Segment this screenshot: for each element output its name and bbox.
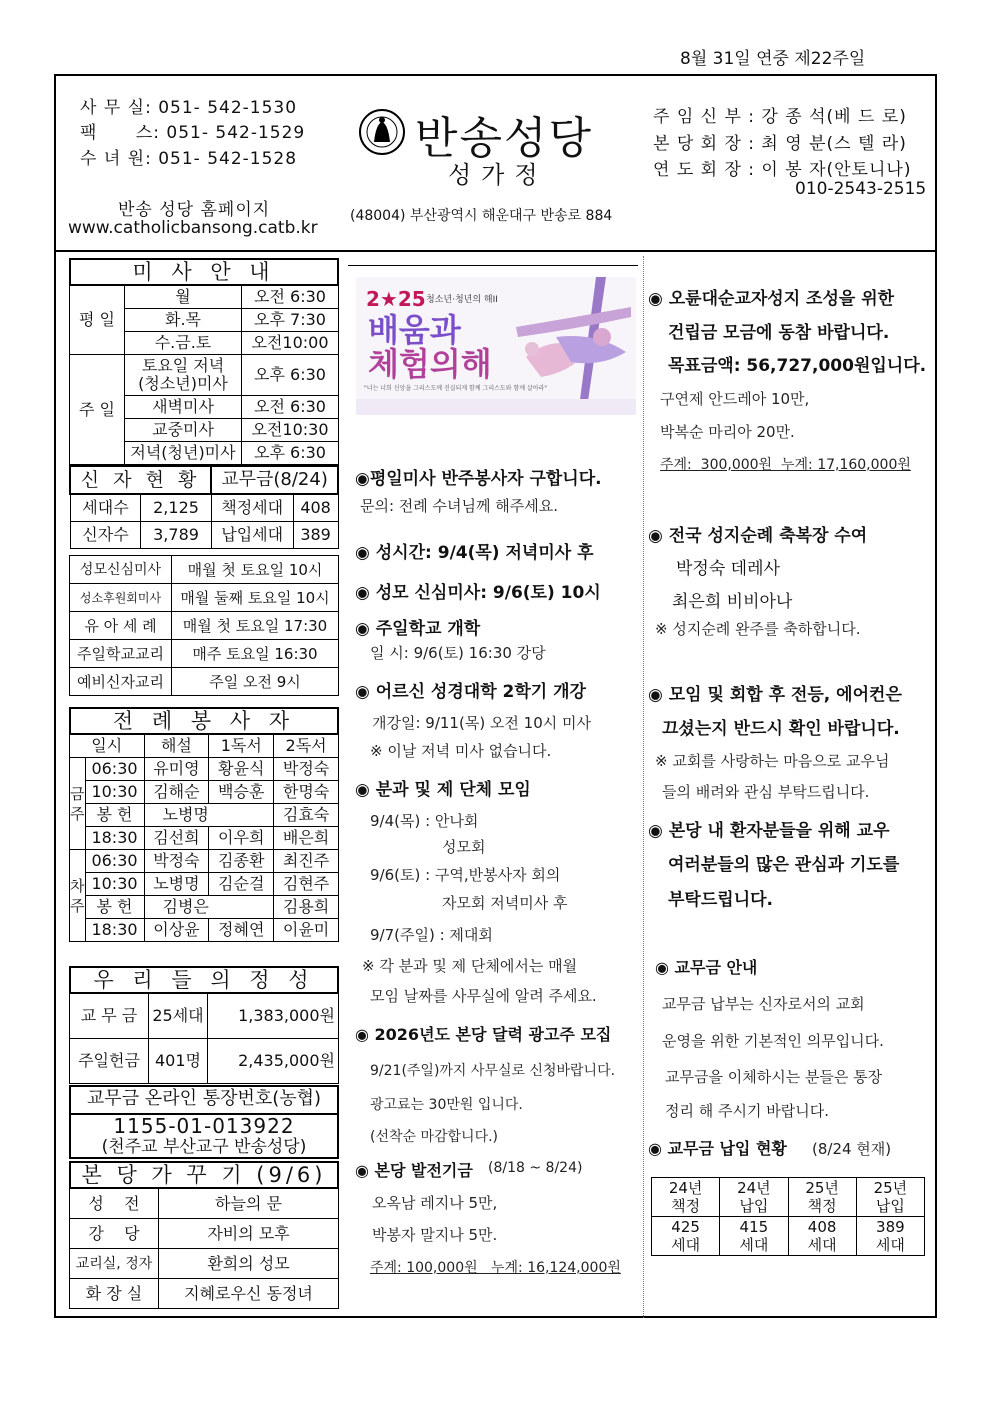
server-name: 최진주 [274, 850, 339, 873]
notice-text: 운영을 위한 기본적인 의무입니다. [662, 1032, 884, 1050]
care-group: 하늘의 문 [159, 1189, 339, 1219]
cell: 3,789 [141, 522, 211, 549]
server-time: 18:30 [85, 919, 144, 942]
parish-title: 반송성당 [415, 113, 594, 164]
dues-value: 415 세대 [720, 1217, 788, 1256]
notice-total: 주계: 300,000원 누계: 17,160,000원 [660, 457, 911, 473]
date-line: 8월 31일 연중 제22주일 [680, 49, 866, 69]
server-time: 10:30 [85, 781, 144, 804]
notice-text: 교무금을 이체하시는 분들은 통장 [665, 1068, 883, 1086]
cell: 납입세대 [211, 522, 293, 549]
schedule-value: 매월 첫 토요일 17:30 [172, 612, 339, 640]
col-header: 1독서 [209, 735, 274, 758]
offering-heading: 우 리 들 의 정 성 [69, 966, 339, 994]
notice-sunday-school: ◉ 주일학교 개학 [355, 619, 481, 639]
notice-text: ※ 교회를 사랑하는 마음으로 교우님 [655, 752, 890, 770]
dues-head: 24년 납입 [720, 1178, 788, 1217]
notice-meetings: ◉ 분과 및 제 단체 모임 [355, 780, 531, 800]
president-phone: 010-2543-2515 [795, 179, 927, 199]
schedule-label: 성소후원회미사 [70, 584, 172, 612]
notice-calendar-ads: ◉ 2026년도 본당 달력 광고주 모집 [355, 1025, 612, 1044]
cell: 408 [293, 494, 338, 522]
notice-text: 정리 해 주시기 바랍니다. [665, 1102, 829, 1120]
offering-label: 교 무 금 [70, 994, 149, 1039]
notice-text: 일 시: 9/6(토) 16:30 강당 [370, 644, 546, 662]
offering-amount: 1,383,000원 [208, 994, 339, 1039]
notice-name: 최은희 비비아나 [672, 592, 793, 612]
homepage-url[interactable]: www.catholicbansong.catb.kr [68, 218, 318, 238]
care-place: 성 전 [70, 1189, 159, 1219]
mass-time: 오전10:00 [242, 332, 339, 355]
notice-text: 교무금 납부는 신자로서의 교회 [662, 995, 865, 1013]
header-divider [54, 250, 937, 252]
server-name: 배은희 [274, 827, 339, 850]
office-phone: 사 무 실: 051- 542-1530 [80, 98, 298, 118]
mass-day: 월 [125, 286, 242, 309]
parish-logo-icon [356, 108, 408, 156]
server-time: 10:30 [85, 873, 144, 896]
server-name: 박정숙 [274, 758, 339, 781]
mass-time: 오후 6:30 [242, 355, 339, 396]
server-time: 06:30 [85, 850, 144, 873]
notice-lights: 끄셨는지 반드시 확인 바랍니다. [662, 719, 900, 739]
notice-text: 모임 날짜를 사무실에 알려 주세요. [370, 987, 597, 1005]
server-time: 06:30 [85, 758, 144, 781]
server-name: 노병명 [144, 804, 274, 827]
server-name: 김순걸 [209, 873, 274, 896]
parish-address: (48004) 부산광역시 해운대구 반송로 884 [350, 208, 613, 224]
notice-shrine: 목표금액: 56,727,000원입니다. [668, 356, 927, 376]
notice-text: 성모회 [442, 838, 486, 856]
server-time: 18:30 [85, 827, 144, 850]
notice-development-fund: ◉ 본당 발전기금 [355, 1161, 473, 1180]
mass-day: 화.목 [125, 309, 242, 332]
server-name: 황윤식 [209, 758, 274, 781]
mass-time: 오후 7:30 [242, 309, 339, 332]
care-place: 화 장 실 [70, 1279, 159, 1309]
mass-day: 교중미사 [125, 419, 242, 442]
notice-text: (8/24 현재) [812, 1140, 892, 1158]
dues-value: 425 세대 [652, 1217, 720, 1256]
schedule-value: 매월 첫 토요일 10시 [172, 556, 339, 584]
members-table [69, 465, 339, 549]
pastor: 주 임 신 부 : 강 종 석(베 드 로) [653, 107, 907, 127]
weekday-label: 평 일 [70, 286, 125, 355]
notice-patients: 여러분들의 많은 관심과 기도를 [668, 855, 900, 875]
notice-text: 박복순 마리아 20만. [660, 423, 795, 441]
notice-text: 오옥남 레지나 5만, [372, 1194, 498, 1212]
server-name: 김병은 [144, 896, 274, 919]
servers-table [69, 734, 339, 942]
server-time: 봉 헌 [85, 896, 144, 919]
banner-line1: 배움과 [368, 311, 461, 349]
notice-shrine: ◉ 오륜대순교자성지 조성을 위한 [648, 289, 895, 309]
care-place: 교리실, 정자 [70, 1249, 159, 1279]
bank-holder: (천주교 부산교구 반송성당) [101, 1137, 307, 1157]
care-group: 환희의 성모 [159, 1249, 339, 1279]
notice-lights: ◉ 모임 및 회합 후 전등, 에어컨은 [648, 685, 902, 705]
notice-pilgrimage: ◉ 전국 성지순례 축복장 수여 [648, 526, 868, 546]
schedule-label: 예비신자교리 [70, 668, 172, 696]
notice-text: (8/18 ~ 8/24) [488, 1160, 583, 1176]
notice-text: ※ 각 분과 및 제 단체에서는 매월 [362, 957, 578, 975]
server-name: 박정숙 [144, 850, 209, 873]
mass-time: 오전 6:30 [242, 396, 339, 419]
schedule-label: 성모신심미사 [70, 556, 172, 584]
server-name: 김용희 [274, 896, 339, 919]
server-name: 노병명 [144, 873, 209, 896]
schedule-value: 매주 토요일 16:30 [172, 640, 339, 668]
notice-dues-status: ◉ 교무금 납입 현황 [648, 1139, 787, 1158]
cell: 신자수 [70, 522, 141, 549]
banner-line2: 체험의해 [368, 345, 492, 383]
notice-text: 9/21(주일)까지 사무실로 신청바랍니다. [370, 1063, 616, 1079]
offering-count: 401명 [149, 1039, 208, 1084]
mass-day: 새벽미사 [125, 396, 242, 419]
notice-text: 자모회 저녁미사 후 [442, 894, 568, 912]
notice-text: ※ 이날 저녁 미사 없습니다. [370, 742, 552, 760]
schedule-label: 유 아 세 례 [70, 612, 172, 640]
year-banner [356, 277, 636, 415]
mass-time: 오전 6:30 [242, 286, 339, 309]
server-name: 김종환 [209, 850, 274, 873]
notice-patients: ◉ 본당 내 환자분들을 위해 교우 [648, 821, 890, 841]
fax: 팩 스: 051- 542-1529 [80, 123, 306, 143]
col-header: 2독서 [274, 735, 339, 758]
mass-time: 오전10:30 [242, 419, 339, 442]
notice-text: 9/4(목) : 안나회 [370, 812, 479, 830]
offering-amount: 2,435,000원 [208, 1039, 339, 1084]
notice-name: 박정숙 데레사 [676, 559, 780, 579]
notice-text: 광고료는 30만원 입니다. [370, 1097, 523, 1113]
server-name: 김선희 [144, 827, 209, 850]
notice-text: 문의: 전례 수녀님께 해주세요. [360, 497, 559, 515]
server-name: 한명숙 [274, 781, 339, 804]
notice-text: 개강일: 9/11(목) 오전 10시 미사 [372, 714, 592, 732]
schedule-value: 매월 둘째 토요일 10시 [172, 584, 339, 612]
server-name: 이우희 [209, 827, 274, 850]
council-president: 본 당 회 장 : 최 영 분(스 텔 라) [653, 134, 907, 154]
dues-status-table [651, 1177, 925, 1256]
dues-value: 408 세대 [788, 1217, 856, 1256]
server-time: 봉 헌 [85, 804, 144, 827]
notice-text: 박봉자 말지나 5만. [372, 1226, 498, 1244]
mass-time: 오후 6:30 [242, 442, 339, 465]
mass-table [69, 285, 339, 465]
cell: 389 [293, 522, 338, 549]
schedule-table [69, 555, 339, 696]
dues-head: 25년 책정 [788, 1178, 856, 1217]
banner-year: 2★25 [366, 287, 426, 311]
col-header: 해설 [144, 735, 209, 758]
server-name: 유미영 [144, 758, 209, 781]
care-group: 지혜로우신 동정녀 [159, 1279, 339, 1309]
banner-caption: "너는 너희 신앙을 그리스도께 진실되게 함께 그리스도와 함께 살아라" [364, 385, 548, 392]
members-heading: 신 자 현 황 [70, 466, 211, 494]
servers-heading: 전 례 봉 사 자 [69, 707, 339, 735]
offering-label: 주일헌금 [70, 1039, 149, 1084]
notice-text: (선착순 마감합니다.) [370, 1129, 499, 1145]
dues-head: 24년 책정 [652, 1178, 720, 1217]
column-divider [643, 256, 644, 1318]
homepage-label: 반송 성당 홈페이지 [118, 200, 271, 220]
next-week-label: 차 주 [70, 850, 86, 942]
notice-text: ※ 성지순례 완주를 축하합니다. [655, 620, 861, 638]
bank-number: 1155-01-013922 [113, 1114, 295, 1138]
care-group: 자비의 모후 [159, 1219, 339, 1249]
notice-bible-college: ◉ 어르신 성경대학 2학기 개강 [355, 682, 586, 702]
notice-accompanist: ◉평일미사 반주봉사자 구합니다. [355, 469, 602, 489]
mass-heading: 미 사 안 내 [69, 258, 339, 286]
mid-top-line [348, 265, 638, 266]
server-name: 김현주 [274, 873, 339, 896]
dues-heading: 교무금(8/24) [211, 466, 338, 494]
sunday-label: 주 일 [70, 355, 125, 465]
mass-day: 수.금.토 [125, 332, 242, 355]
region-president: 연 도 회 장 : 이 봉 자(안토니나) [653, 160, 912, 180]
server-name: 김효숙 [274, 804, 339, 827]
notice-holy-hour: ◉ 성시간: 9/4(목) 저녁미사 후 [355, 543, 594, 563]
cell: 책정세대 [211, 494, 293, 522]
notice-patients: 부탁드립니다. [668, 890, 773, 910]
cell: 2,125 [141, 494, 211, 522]
mass-day: 토요일 저녁 (청소년)미사 [125, 355, 242, 396]
server-name: 이윤미 [274, 919, 339, 942]
notice-text: 들의 배려와 관심 부탁드립니다. [662, 783, 870, 801]
server-name: 이상윤 [144, 919, 209, 942]
server-name: 김해순 [144, 781, 209, 804]
server-name: 백승훈 [209, 781, 274, 804]
schedule-value: 주일 오전 9시 [172, 668, 339, 696]
dues-value: 389 세대 [856, 1217, 924, 1256]
notice-marian-mass: ◉ 성모 신심미사: 9/6(토) 10시 [355, 583, 601, 603]
care-table [69, 1188, 339, 1309]
server-name: 정혜연 [209, 919, 274, 942]
notice-text: 9/7(주일) : 제대회 [370, 926, 493, 944]
offering-table [69, 993, 339, 1084]
dues-head: 25년 납입 [856, 1178, 924, 1217]
notice-text: 9/6(토) : 구역,반봉사자 회의 [370, 866, 561, 884]
notice-shrine: 건립금 모금에 동참 바랍니다. [668, 323, 890, 343]
notice-total: 주계: 100,000원 누계: 16,124,000원 [370, 1260, 621, 1276]
notice-dues: ◉ 교무금 안내 [655, 958, 758, 977]
notice-text: 구연제 안드레아 10만, [660, 390, 810, 408]
col-header: 일시 [70, 735, 145, 758]
bank-heading: 교무금 온라인 통장번호(농협) [71, 1087, 337, 1115]
convent-phone: 수 녀 원: 051- 542-1528 [80, 149, 298, 169]
banner-small: 청소년·청년의 해II [426, 295, 498, 305]
offering-count: 25세대 [149, 994, 208, 1039]
parish-subtitle: 성가정 [448, 161, 548, 189]
care-heading: 본 당 가 꾸 기 (9/6) [69, 1161, 339, 1189]
bank-box [69, 1085, 339, 1159]
cell: 세대수 [70, 494, 141, 522]
mass-day: 저녁(청년)미사 [125, 442, 242, 465]
this-week-label: 금 주 [70, 758, 86, 850]
care-place: 강 당 [70, 1219, 159, 1249]
schedule-label: 주일학교교리 [70, 640, 172, 668]
